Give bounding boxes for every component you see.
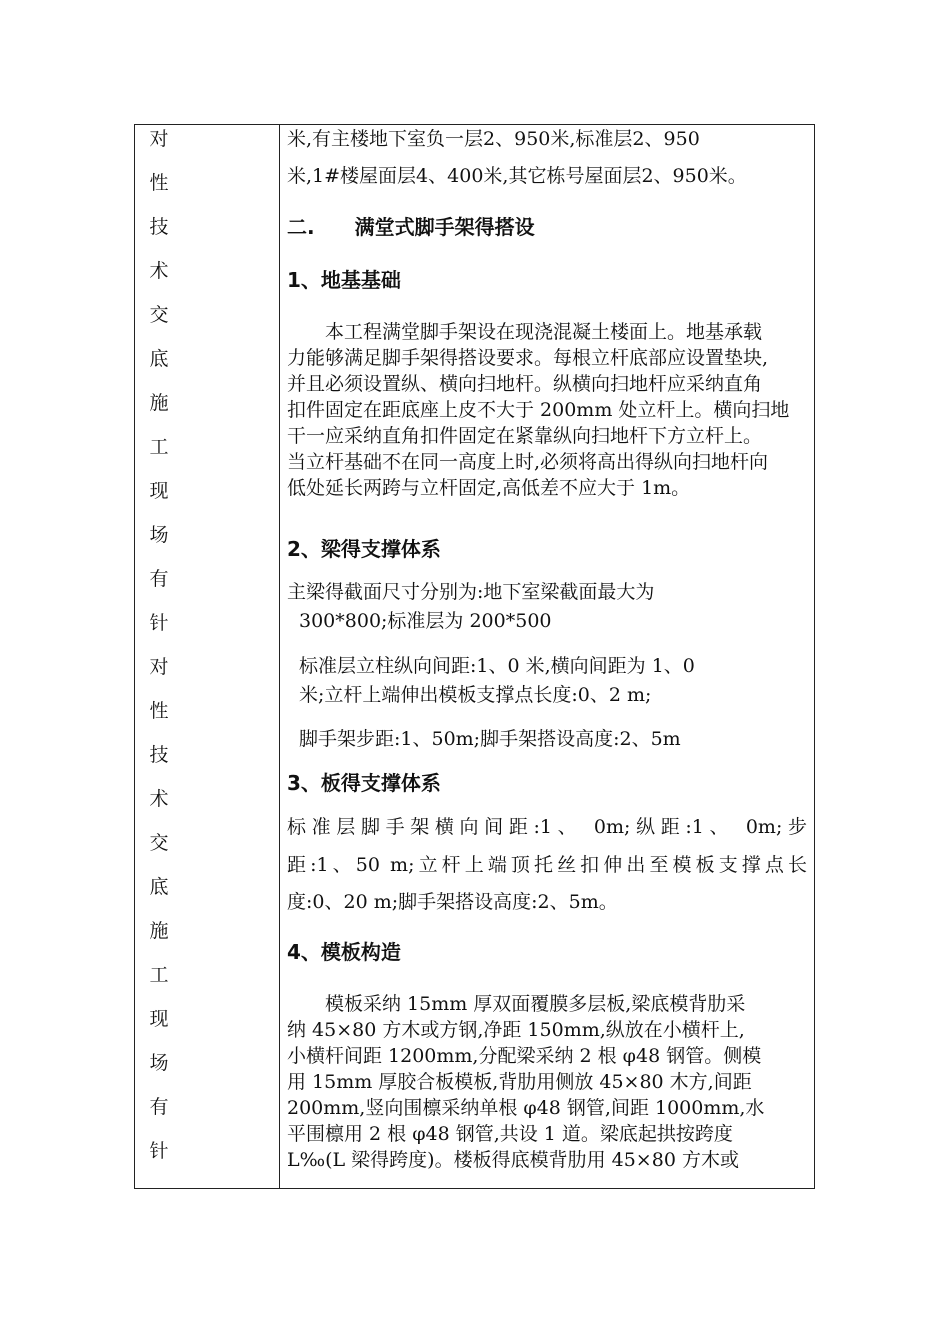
body-line: 模板采纳 15mm 厚双面覆膜多层板,梁底模背肋采 bbox=[287, 993, 746, 1015]
left-char: 有 bbox=[149, 1096, 169, 1118]
body-line: 米;立杆上端伸出模板支撑点长度:0、2 m; bbox=[299, 684, 652, 706]
body-line bbox=[287, 815, 807, 839]
body-line: 米,有主楼地下室负一层2、950米,标准层2、950 bbox=[287, 128, 700, 150]
left-char: 施 bbox=[149, 920, 169, 942]
body-line: 200mm,竖向围檩采纳单根 φ48 钢管,间距 1000mm,水 bbox=[287, 1097, 765, 1119]
body-line: 扣件固定在距底座上皮不大于 200mm 处立杆上。横向扫地 bbox=[287, 399, 790, 421]
left-char: 术 bbox=[149, 260, 169, 282]
body-line: 力能够满足脚手架得搭设要求。每根立杆底部应设置垫块, bbox=[287, 347, 769, 369]
body-line-text: 距:1、50 m;立杆上端顶托丝扣伸出至模板支撑点长 bbox=[287, 854, 807, 876]
body-line: 小横杆间距 1200mm,分配梁采纳 2 根 φ48 钢管。侧模 bbox=[287, 1045, 762, 1067]
body-line: 平围檩用 2 根 φ48 钢管,共设 1 道。梁底起拱按跨度 bbox=[287, 1123, 733, 1145]
body-line: 米,1#楼屋面层4、400米,其它栋号屋面层2、950米。 bbox=[287, 165, 747, 187]
left-char: 现 bbox=[149, 1008, 169, 1030]
left-char: 性 bbox=[149, 700, 169, 722]
left-char: 术 bbox=[149, 788, 169, 810]
left-char: 场 bbox=[149, 524, 169, 546]
left-char: 针 bbox=[149, 1140, 169, 1162]
left-char: 针 bbox=[149, 612, 169, 634]
body-line-text: 标准层脚手架横向间距:1、 0m;纵距:1、 0m;步 bbox=[287, 816, 807, 838]
body-line: 本工程满堂脚手架设在现浇混凝土楼面上。地基承载 bbox=[287, 321, 763, 343]
body-line: 用 15mm 厚胶合板模板,背肋用侧放 45×80 木方,间距 bbox=[287, 1071, 752, 1093]
column-divider bbox=[279, 125, 280, 1188]
body-line: 低处延长两跨与立杆固定,高低差不应大于 1m。 bbox=[287, 477, 691, 499]
left-char: 底 bbox=[149, 876, 169, 898]
left-char: 底 bbox=[149, 348, 169, 370]
left-char: 现 bbox=[149, 480, 169, 502]
body-line: 300*800;标准层为 200*500 bbox=[299, 610, 552, 632]
body-line: L‰(L 梁得跨度)。楼板得底模背肋用 45×80 方木或 bbox=[287, 1149, 739, 1171]
body-line: 当立杆基础不在同一高度上时,必须将高出得纵向扫地杆向 bbox=[287, 451, 769, 473]
left-char: 工 bbox=[149, 964, 169, 986]
left-char: 有 bbox=[149, 568, 169, 590]
left-char: 性 bbox=[149, 172, 169, 194]
body-line: 标准层立柱纵向间距:1、0 米,横向间距为 1、0 bbox=[299, 655, 695, 677]
body-line: 纳 45×80 方木或方钢,净距 150mm,纵放在小横杆上, bbox=[287, 1019, 745, 1041]
left-char: 对 bbox=[149, 656, 169, 678]
left-char: 技 bbox=[149, 216, 169, 238]
body-line: 脚手架步距:1、50m;脚手架搭设高度:2、5m bbox=[299, 728, 681, 750]
subsection-heading: 3、板得支撑体系 bbox=[287, 771, 441, 795]
subsection-heading: 2、梁得支撑体系 bbox=[287, 537, 441, 561]
body-line: 度:0、20 m;脚手架搭设高度:2、5m。 bbox=[287, 891, 618, 913]
subsection-heading: 1、地基基础 bbox=[287, 268, 401, 292]
left-char: 施 bbox=[149, 392, 169, 414]
left-char: 技 bbox=[149, 744, 169, 766]
body-line: 主梁得截面尺寸分别为:地下室梁截面最大为 bbox=[287, 581, 655, 603]
body-line bbox=[287, 853, 807, 877]
section-heading: 二. 满堂式脚手架得搭设 bbox=[287, 215, 535, 239]
body-line: 干一应采纳直角扣件固定在紧靠纵向扫地杆下方立杆上。 bbox=[287, 425, 763, 447]
left-char: 工 bbox=[149, 436, 169, 458]
left-char: 对 bbox=[149, 128, 169, 150]
subsection-heading: 4、模板构造 bbox=[287, 940, 401, 964]
left-char: 场 bbox=[149, 1052, 169, 1074]
content-table bbox=[134, 124, 815, 1189]
body-line: 并且必须设置纵、横向扫地杆。纵横向扫地杆应采纳直角 bbox=[287, 373, 763, 395]
left-char: 交 bbox=[149, 304, 169, 326]
left-char: 交 bbox=[149, 832, 169, 854]
